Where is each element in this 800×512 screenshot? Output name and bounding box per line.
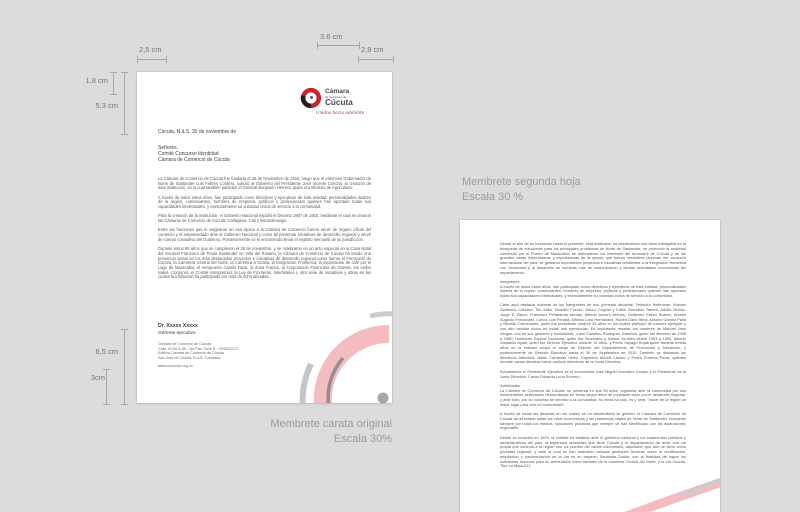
letter-paragraph: Cabe aquí destacar además de los integrantes de sus primeras décadas: Federico Hellerman, Manuel Guillermo Cabrera, Tito Abbo, Rodolfo Faccini, Arturo Cogollo y Fabio González Tabera, Adolfo Muñoz, Jorge E. Barco, Francisco Peñaranda Arenas, Alfredo Acuero Arenas, Guillermo Eliseo Suárez, Andrés Augusto Fernández, Carlos Luis Peralta, Alfonso Lara Hernández, Rubén Darío Illera, Antonio Gómez Plata y Nicolás Colmenares, quien fue presidente durante 35 años en los cuales participó de manera ejemplar y con alto sentido cívico en todas sus ejecutorias. Es importante resaltar los nombres de Manuel José Vargas, uno de sus gestores y fundadores, o don Faustino Rodríguez Gamboa, quien fue directivo de 1946 a 1960; Humberto Espinel Espinosa, quien fue Secretario y Asesor Jurídico desde 1963 a 1994, Alberto Santaella Ayala, quien fue Director Ejecutivo durante 19 años, y Pedro Sayago Rojas quien durante treinta años en la entidad ocupó el cargo de Director del Departamento de Promoción y Desarrollo, y posteriormente de Director Ejecutivo hasta el 30 de Septiembre de 2010. También se destacan los directivos fallecidos Jaime Cárdenas Vélez, Cayetano Morelli Lázaro y Pedro Entrena Parra, quienes durante varias décadas fueron activos miembros de la Junta Directiva.	[500, 302, 686, 365]
dimension-label-left-margin: 2,5 cm	[139, 45, 162, 54]
recipient-block	[158, 145, 230, 164]
recipient-line: Señores,	[158, 145, 179, 151]
logo-word-cucuta: Cúcuta	[325, 98, 353, 108]
signature-title: Gerente ejecutivo	[158, 330, 196, 336]
dimension-label-bottom-margin: 3cm	[90, 373, 105, 382]
letter-paragraph: Entre las funciones que le asignaron en esa época a la Cámara de Comercio fueron servir de órgano oficial del comercio y el empresariado ante el Gobierno Nacional y como tal presentar iniciativas de desarrollo regional y servir de cuerpo consultivo del Gobierno. Posteriormente se le encomendó llevar el registro mercantil de su jurisdicción.	[158, 227, 371, 242]
letter-paragraph: Durante éstos 95 años que se cumplieron el 26 de noviembre, y se celebraron en un acto especial en la Casa Natal del General Francisco de Paula Santander en Villa del Rosario, la Cámara de Comercio de Cúcuta ha tenido una presencia activa en los más destacados proyectos e iniciativas de desarrollo regional como fueron el Ferrocarril de Cúcuta, la Carretera Central del Norte, la Carretera a Ocaña, la Integración Fronteriza, la exportación de café por el Lago de Maracaibo, el Aeropuerto Camilo Daza, la Zona Franca, la Corporación Financiera de Oriente, los sellos viales, Corponor, el Comité Intergremial, la Ley de Fronteras, Interfisteles y otra serie de iniciativas y obras en las cuales la institución ha participado por más de ocho décadas.	[158, 246, 371, 280]
letter-date: Cúcuta, N.d.S. 30 de noviembre de	[158, 129, 237, 135]
dimension-line-logo-width	[317, 42, 360, 49]
caption-original	[192, 417, 392, 446]
address-block	[158, 342, 238, 360]
letterhead-original-page	[137, 72, 392, 403]
dimension-line-top-margin	[110, 72, 117, 95]
letter-paragraph: A través de todos éstos años, han participado como directivos y ejecutivos de ésta entidad, personalidades ilustres de la región, comerciantes, hombres de empresa, políticos y profesionales quienes han aportado todas sus capacidades intelectuales, y esencialmente su voluntad cívica de servicio a la comunidad.	[500, 283, 686, 299]
recipient-line: Cámara de Comercio de Cúcuta	[158, 157, 230, 164]
caption-second-scale: Escala 30 %	[462, 190, 524, 203]
dimension-label-top-margin: 1.8 cm	[85, 76, 108, 85]
letter-paragraph: Para la creación de la institución, el Gobierno Nacional expidió el Decreto 1807 de 1915, mediante el cual se crearon las Cámaras de Comercio de Cúcuta, Cartagena, Cali y Bucaramanga.	[158, 213, 371, 224]
signature-block	[158, 323, 198, 336]
dimension-label-right-margin: 2,9 cm	[361, 45, 384, 54]
letter-paragraph: La Cámara de Comercio de Cúcuta fue fundada el 26 de Noviembre de 1915, luego que el entonces Gobernador de Norte de Santander Luis Febres Cordero, solicitó al Gobierno del Presidente José Vicente Concha, la creación de ésta institución, en la cual también participó el General Benjamín Herrera, quien era Ministro de Agricultura.	[158, 176, 371, 191]
signature-name: Dr. Xxxxx Xxxxx	[158, 323, 198, 329]
logo-word-de-comercio-de: de Comercio de	[325, 94, 347, 99]
section-heading-actividades: Actividades	[500, 382, 520, 388]
dimension-label-header-height: 5,3 cm	[95, 101, 118, 110]
letter-paragraph: La Cámara de Comercio de Cúcuta, se presenta en sus 95 años, orgullosa ante la comunidad por sus innumerables actividades desarrolladas en éstos largos años de constante labor por el desarrollo regional, y ante todo, por su voluntad de servicio a la comunidad. Su lema ha sido, es y será: "hacer de la región un mejor lugar para vivir en comunidad!".	[500, 387, 686, 407]
dimension-line-bottom-margin	[103, 369, 110, 405]
caption-second-title: Membrete segunda hoja	[462, 176, 581, 188]
letter-body	[158, 177, 371, 285]
address-line: Edificio Cámara de Comercio de Cúcuta	[158, 351, 224, 355]
recipient-line: Comité Concurso Identidad	[158, 151, 219, 158]
address-line: Cámara de Comercio de Cúcuta	[158, 342, 211, 346]
caption-second	[462, 175, 581, 204]
letter-paragraph: A través de todas las décadas en las cuales se ha desarrollado su gestión, la Cámara de Comercio de Cúcuta ha afrontado todas las crisis económicas y los problemas vitales de Norte de Santander, buscando siempre por todos los medios, soluciones prácticas que siempre se han identificado con las aspiraciones regionales.	[500, 411, 686, 431]
dimension-line-left-margin	[137, 56, 167, 63]
address-line: Calle 10 No 4-38 - 1er Piso Torre B - CINDOCCC	[158, 346, 239, 351]
dimension-label-logo-width: 3.6 cm	[320, 32, 343, 41]
dimension-label-footer-height: 6,5 cm	[95, 347, 118, 356]
logo-tagline: Unidos hacia adelante	[315, 111, 365, 116]
section-heading-integrantes: Integrantes	[500, 278, 520, 284]
logo-wordmark	[325, 89, 353, 108]
dimension-line-right-margin	[358, 56, 394, 63]
brand-swirl-graphic	[580, 472, 720, 512]
second-page-body	[500, 242, 686, 474]
website-url: www.cccucuta.org.co	[158, 364, 193, 368]
letter-paragraph: Desde su creación en 1915, la entidad ha insistido ante el gobierno nacional y los estamentos políticos y administrativos del país, la imperiosa necesidad que tiene Cúcuta y el departamento de tener una vía propia que conecta a la región con los puertos del caribe colombiano, aspiración que aún se tiene como prioridad regional, y ante la cual se han realizado valiosas gestiones técnicas sobre la rectificación, ampliación y pavimentación de la vía en su trayecto Sardinata-Ocaña, con la finalidad de lograr los suficientes recursos para su terminación como también de la carretera Central del Norte, y la vía Cúcuta-Tibú-La Mata-011.	[500, 434, 686, 469]
brand-swirl-graphic	[262, 273, 392, 403]
letter-paragraph: A través de todos éstos años, han participado como directivos y ejecutivos de ésta entidad, personalidades ilustres de la región, comerciantes, hombres de empresa, políticos y profesionales quienes han aportado todas sus capacidades intelectuales, y esencialmente su voluntad cívica de servicio a la comunidad.	[158, 194, 371, 210]
dimension-line-footer-height	[121, 329, 128, 405]
dimension-line-header-height	[121, 72, 128, 135]
letterhead-second-page	[460, 220, 720, 512]
logo-mark-icon	[300, 87, 322, 109]
letter-paragraph: Desde el año de su fundación hasta el presente, esta institución ha desarrollado una labor infatigable en la búsqueda de soluciones para los principales problemas de Norte de Santander; se promovió la actividad comercial por el Puerto de Maracaibo; se defendieron los intereses del ferrocarril de Cúcuta y de las grandes casas importadoras y exportadoras de la época, que fueron verdadera pioneras del comercio internacional del país; se gestaron importantes proyectos e iniciativas tendientes a la integración fronteriza con Venezuela y al desarrollo de nuestras vías de comunicación y demás actividades económicas del departamento.	[500, 241, 686, 275]
company-logo	[300, 87, 380, 116]
caption-original-title: Membrete carata original	[270, 418, 392, 430]
letter-paragraph: Actualmente el Presidente Ejecutivo es el economista José Miguel González Campo y el Presidente de la Junta Directiva, Carlos Eduardo Luna Romero.	[500, 368, 686, 379]
caption-original-scale: Escala 30%	[333, 432, 392, 445]
address-line: San José de Cúcuta, N.d.S. Colombia	[158, 355, 221, 360]
logo-word-camara: Cámara	[325, 87, 350, 95]
